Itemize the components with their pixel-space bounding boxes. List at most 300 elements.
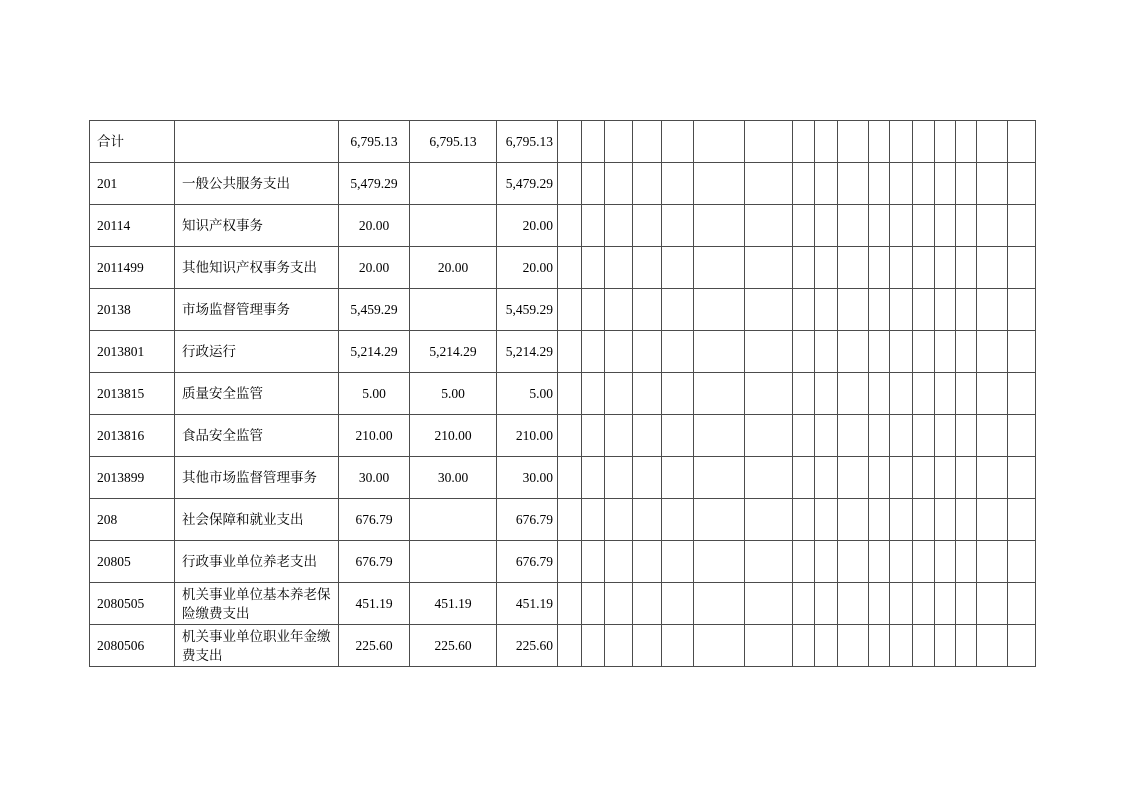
cell-empty — [793, 541, 815, 583]
cell-amount: 30.00 — [410, 457, 497, 499]
cell-empty — [582, 499, 605, 541]
cell-empty — [793, 583, 815, 625]
cell-amount: 20.00 — [339, 247, 410, 289]
cell-function-code: 20138 — [90, 289, 175, 331]
cell-function-code: 2011499 — [90, 247, 175, 289]
cell-empty — [838, 625, 869, 667]
cell-empty — [694, 373, 745, 415]
table-row — [90, 289, 1036, 331]
cell-empty — [558, 373, 582, 415]
cell-function-name: 机关事业单位职业年金缴费支出 — [175, 625, 339, 667]
cell-empty — [815, 499, 838, 541]
cell-empty — [838, 331, 869, 373]
cell-empty — [1008, 331, 1036, 373]
cell-empty — [605, 247, 633, 289]
cell-empty — [935, 415, 956, 457]
cell-empty — [582, 457, 605, 499]
cell-amount: 6,795.13 — [339, 121, 410, 163]
cell-empty — [793, 625, 815, 667]
cell-empty — [913, 205, 935, 247]
cell-empty — [815, 583, 838, 625]
cell-empty — [582, 163, 605, 205]
cell-empty — [633, 121, 662, 163]
cell-empty — [838, 541, 869, 583]
cell-empty — [890, 163, 913, 205]
cell-amount: 210.00 — [497, 415, 558, 457]
cell-empty — [869, 289, 890, 331]
cell-function-name: 知识产权事务 — [175, 205, 339, 247]
cell-empty — [582, 121, 605, 163]
cell-empty — [977, 415, 1008, 457]
cell-function-code: 208 — [90, 499, 175, 541]
cell-empty — [956, 331, 977, 373]
cell-empty — [633, 583, 662, 625]
cell-function-name: 市场监督管理事务 — [175, 289, 339, 331]
cell-empty — [838, 163, 869, 205]
cell-empty — [977, 373, 1008, 415]
table-row — [90, 331, 1036, 373]
cell-amount: 6,795.13 — [497, 121, 558, 163]
cell-empty — [815, 415, 838, 457]
cell-amount: 20.00 — [497, 247, 558, 289]
cell-empty — [793, 499, 815, 541]
cell-empty — [838, 415, 869, 457]
cell-empty — [745, 415, 793, 457]
cell-empty — [633, 331, 662, 373]
cell-amount: 210.00 — [410, 415, 497, 457]
cell-function-code: 2080505 — [90, 583, 175, 625]
cell-empty — [913, 331, 935, 373]
cell-empty — [935, 205, 956, 247]
cell-empty — [1008, 205, 1036, 247]
cell-amount: 676.79 — [339, 541, 410, 583]
cell-empty — [913, 247, 935, 289]
cell-empty — [633, 415, 662, 457]
cell-empty — [633, 205, 662, 247]
cell-empty — [913, 163, 935, 205]
cell-empty — [662, 331, 694, 373]
cell-empty — [605, 121, 633, 163]
cell-function-name: 行政运行 — [175, 331, 339, 373]
cell-empty — [935, 625, 956, 667]
cell-empty — [605, 457, 633, 499]
cell-empty — [956, 163, 977, 205]
cell-empty — [1008, 121, 1036, 163]
cell-amount — [410, 289, 497, 331]
cell-empty — [869, 625, 890, 667]
cell-empty — [977, 331, 1008, 373]
cell-empty — [694, 499, 745, 541]
cell-empty — [558, 457, 582, 499]
cell-amount: 30.00 — [339, 457, 410, 499]
cell-function-name: 食品安全监管 — [175, 415, 339, 457]
cell-amount — [410, 205, 497, 247]
cell-amount: 5,214.29 — [410, 331, 497, 373]
cell-empty — [558, 247, 582, 289]
cell-empty — [745, 331, 793, 373]
cell-function-name: 社会保障和就业支出 — [175, 499, 339, 541]
cell-empty — [838, 373, 869, 415]
cell-amount: 5,479.29 — [339, 163, 410, 205]
cell-empty — [558, 205, 582, 247]
cell-amount: 210.00 — [339, 415, 410, 457]
cell-amount: 5,479.29 — [497, 163, 558, 205]
cell-empty — [935, 247, 956, 289]
cell-empty — [977, 541, 1008, 583]
cell-empty — [913, 625, 935, 667]
cell-empty — [745, 247, 793, 289]
cell-empty — [956, 247, 977, 289]
cell-empty — [745, 457, 793, 499]
cell-empty — [558, 289, 582, 331]
cell-empty — [662, 583, 694, 625]
cell-empty — [1008, 541, 1036, 583]
cell-empty — [913, 583, 935, 625]
cell-empty — [694, 331, 745, 373]
cell-empty — [633, 457, 662, 499]
cell-function-name — [175, 121, 339, 163]
cell-empty — [890, 457, 913, 499]
cell-empty — [633, 499, 662, 541]
cell-empty — [977, 625, 1008, 667]
cell-amount: 5.00 — [497, 373, 558, 415]
cell-empty — [977, 289, 1008, 331]
cell-empty — [694, 289, 745, 331]
cell-empty — [913, 457, 935, 499]
cell-amount: 225.60 — [339, 625, 410, 667]
cell-empty — [838, 457, 869, 499]
cell-empty — [662, 415, 694, 457]
cell-empty — [558, 121, 582, 163]
cell-empty — [1008, 457, 1036, 499]
table-row — [90, 121, 1036, 163]
cell-amount: 30.00 — [497, 457, 558, 499]
cell-empty — [815, 205, 838, 247]
cell-empty — [913, 415, 935, 457]
cell-empty — [662, 373, 694, 415]
cell-amount: 451.19 — [339, 583, 410, 625]
cell-empty — [745, 289, 793, 331]
cell-empty — [815, 541, 838, 583]
cell-empty — [694, 163, 745, 205]
cell-amount: 5.00 — [410, 373, 497, 415]
cell-empty — [745, 583, 793, 625]
cell-amount: 5,459.29 — [497, 289, 558, 331]
cell-empty — [890, 205, 913, 247]
cell-amount: 676.79 — [497, 541, 558, 583]
cell-empty — [662, 247, 694, 289]
cell-empty — [956, 625, 977, 667]
cell-empty — [662, 499, 694, 541]
cell-empty — [956, 205, 977, 247]
table-row — [90, 625, 1036, 667]
cell-empty — [1008, 247, 1036, 289]
cell-empty — [977, 457, 1008, 499]
cell-empty — [633, 163, 662, 205]
cell-empty — [913, 499, 935, 541]
cell-empty — [956, 289, 977, 331]
cell-empty — [815, 121, 838, 163]
cell-empty — [890, 499, 913, 541]
cell-function-code: 201 — [90, 163, 175, 205]
cell-empty — [838, 247, 869, 289]
cell-amount: 5,214.29 — [339, 331, 410, 373]
cell-empty — [935, 121, 956, 163]
cell-empty — [815, 331, 838, 373]
cell-empty — [890, 583, 913, 625]
cell-empty — [977, 205, 1008, 247]
cell-empty — [582, 289, 605, 331]
cell-function-name: 质量安全监管 — [175, 373, 339, 415]
cell-empty — [582, 583, 605, 625]
cell-empty — [662, 541, 694, 583]
cell-empty — [1008, 583, 1036, 625]
cell-empty — [633, 373, 662, 415]
cell-empty — [558, 499, 582, 541]
cell-empty — [869, 247, 890, 289]
cell-empty — [745, 625, 793, 667]
cell-empty — [977, 499, 1008, 541]
cell-amount: 20.00 — [410, 247, 497, 289]
cell-empty — [956, 499, 977, 541]
cell-empty — [935, 331, 956, 373]
cell-empty — [745, 121, 793, 163]
cell-empty — [793, 121, 815, 163]
cell-empty — [935, 583, 956, 625]
cell-empty — [633, 247, 662, 289]
cell-amount — [410, 499, 497, 541]
cell-empty — [977, 583, 1008, 625]
cell-empty — [815, 625, 838, 667]
cell-empty — [745, 499, 793, 541]
cell-empty — [605, 163, 633, 205]
cell-empty — [694, 121, 745, 163]
cell-empty — [890, 121, 913, 163]
cell-empty — [869, 331, 890, 373]
cell-amount: 451.19 — [410, 583, 497, 625]
cell-empty — [694, 541, 745, 583]
cell-empty — [633, 625, 662, 667]
cell-empty — [793, 163, 815, 205]
cell-empty — [605, 205, 633, 247]
cell-empty — [793, 373, 815, 415]
cell-empty — [558, 625, 582, 667]
cell-empty — [890, 415, 913, 457]
cell-empty — [815, 163, 838, 205]
cell-empty — [913, 373, 935, 415]
table-row — [90, 457, 1036, 499]
cell-empty — [662, 205, 694, 247]
cell-amount — [410, 541, 497, 583]
cell-empty — [662, 163, 694, 205]
cell-empty — [1008, 373, 1036, 415]
cell-empty — [977, 247, 1008, 289]
cell-empty — [956, 121, 977, 163]
cell-empty — [558, 163, 582, 205]
cell-empty — [935, 163, 956, 205]
cell-empty — [582, 205, 605, 247]
cell-empty — [1008, 499, 1036, 541]
cell-empty — [956, 457, 977, 499]
cell-empty — [793, 205, 815, 247]
cell-amount: 20.00 — [339, 205, 410, 247]
cell-empty — [694, 205, 745, 247]
cell-empty — [662, 121, 694, 163]
cell-function-name: 其他市场监督管理事务 — [175, 457, 339, 499]
cell-empty — [582, 625, 605, 667]
cell-empty — [605, 373, 633, 415]
cell-empty — [838, 289, 869, 331]
cell-empty — [890, 331, 913, 373]
cell-empty — [558, 415, 582, 457]
cell-empty — [913, 289, 935, 331]
cell-empty — [662, 289, 694, 331]
cell-empty — [793, 289, 815, 331]
cell-amount: 225.60 — [497, 625, 558, 667]
cell-function-code: 合计 — [90, 121, 175, 163]
cell-empty — [977, 121, 1008, 163]
cell-empty — [956, 583, 977, 625]
cell-empty — [1008, 289, 1036, 331]
table-row — [90, 205, 1036, 247]
cell-empty — [605, 499, 633, 541]
cell-empty — [935, 457, 956, 499]
table-row — [90, 541, 1036, 583]
cell-empty — [869, 457, 890, 499]
cell-empty — [662, 625, 694, 667]
cell-function-name: 行政事业单位养老支出 — [175, 541, 339, 583]
cell-empty — [633, 541, 662, 583]
cell-empty — [694, 247, 745, 289]
cell-function-code: 20114 — [90, 205, 175, 247]
cell-empty — [869, 541, 890, 583]
cell-empty — [913, 121, 935, 163]
cell-empty — [605, 415, 633, 457]
table-row — [90, 247, 1036, 289]
cell-empty — [582, 247, 605, 289]
cell-empty — [869, 499, 890, 541]
cell-empty — [956, 541, 977, 583]
cell-empty — [745, 541, 793, 583]
cell-empty — [956, 415, 977, 457]
cell-empty — [558, 583, 582, 625]
table-row — [90, 583, 1036, 625]
cell-empty — [582, 541, 605, 583]
cell-empty — [694, 583, 745, 625]
cell-empty — [956, 373, 977, 415]
cell-empty — [815, 457, 838, 499]
cell-empty — [869, 163, 890, 205]
cell-empty — [694, 457, 745, 499]
cell-empty — [869, 583, 890, 625]
cell-function-code: 2013816 — [90, 415, 175, 457]
cell-empty — [935, 289, 956, 331]
cell-empty — [1008, 163, 1036, 205]
cell-empty — [605, 625, 633, 667]
cell-empty — [633, 289, 662, 331]
table-row — [90, 373, 1036, 415]
cell-empty — [890, 625, 913, 667]
cell-empty — [793, 457, 815, 499]
table-row — [90, 163, 1036, 205]
cell-amount: 451.19 — [497, 583, 558, 625]
cell-empty — [662, 457, 694, 499]
cell-empty — [793, 415, 815, 457]
cell-function-code: 2080506 — [90, 625, 175, 667]
cell-empty — [605, 289, 633, 331]
cell-empty — [869, 373, 890, 415]
cell-function-code: 2013815 — [90, 373, 175, 415]
cell-empty — [869, 121, 890, 163]
cell-empty — [838, 499, 869, 541]
cell-amount: 676.79 — [339, 499, 410, 541]
cell-empty — [793, 247, 815, 289]
cell-empty — [838, 205, 869, 247]
cell-empty — [1008, 415, 1036, 457]
cell-empty — [913, 541, 935, 583]
cell-empty — [890, 373, 913, 415]
cell-empty — [935, 541, 956, 583]
cell-empty — [815, 289, 838, 331]
cell-empty — [977, 163, 1008, 205]
cell-empty — [935, 499, 956, 541]
cell-function-name: 一般公共服务支出 — [175, 163, 339, 205]
cell-empty — [694, 625, 745, 667]
cell-empty — [890, 541, 913, 583]
cell-amount: 5,214.29 — [497, 331, 558, 373]
cell-empty — [694, 415, 745, 457]
cell-empty — [815, 247, 838, 289]
cell-empty — [890, 247, 913, 289]
cell-empty — [605, 541, 633, 583]
cell-function-code: 20805 — [90, 541, 175, 583]
cell-function-name: 机关事业单位基本养老保险缴费支出 — [175, 583, 339, 625]
cell-empty — [793, 331, 815, 373]
cell-empty — [1008, 625, 1036, 667]
cell-empty — [582, 415, 605, 457]
cell-empty — [745, 205, 793, 247]
cell-function-code: 2013899 — [90, 457, 175, 499]
cell-empty — [582, 373, 605, 415]
cell-empty — [605, 331, 633, 373]
budget-table — [89, 120, 1036, 667]
cell-empty — [869, 205, 890, 247]
cell-amount: 225.60 — [410, 625, 497, 667]
cell-empty — [935, 373, 956, 415]
cell-empty — [745, 373, 793, 415]
cell-empty — [869, 415, 890, 457]
cell-amount: 5.00 — [339, 373, 410, 415]
cell-function-name: 其他知识产权事务支出 — [175, 247, 339, 289]
cell-amount: 676.79 — [497, 499, 558, 541]
cell-empty — [605, 583, 633, 625]
table-row — [90, 415, 1036, 457]
cell-empty — [745, 163, 793, 205]
cell-amount: 6,795.13 — [410, 121, 497, 163]
cell-function-code: 2013801 — [90, 331, 175, 373]
cell-empty — [838, 121, 869, 163]
cell-empty — [558, 331, 582, 373]
cell-empty — [815, 373, 838, 415]
cell-amount: 20.00 — [497, 205, 558, 247]
table-row — [90, 499, 1036, 541]
cell-amount: 5,459.29 — [339, 289, 410, 331]
cell-empty — [558, 541, 582, 583]
cell-empty — [838, 583, 869, 625]
cell-empty — [582, 331, 605, 373]
cell-empty — [890, 289, 913, 331]
cell-amount — [410, 163, 497, 205]
